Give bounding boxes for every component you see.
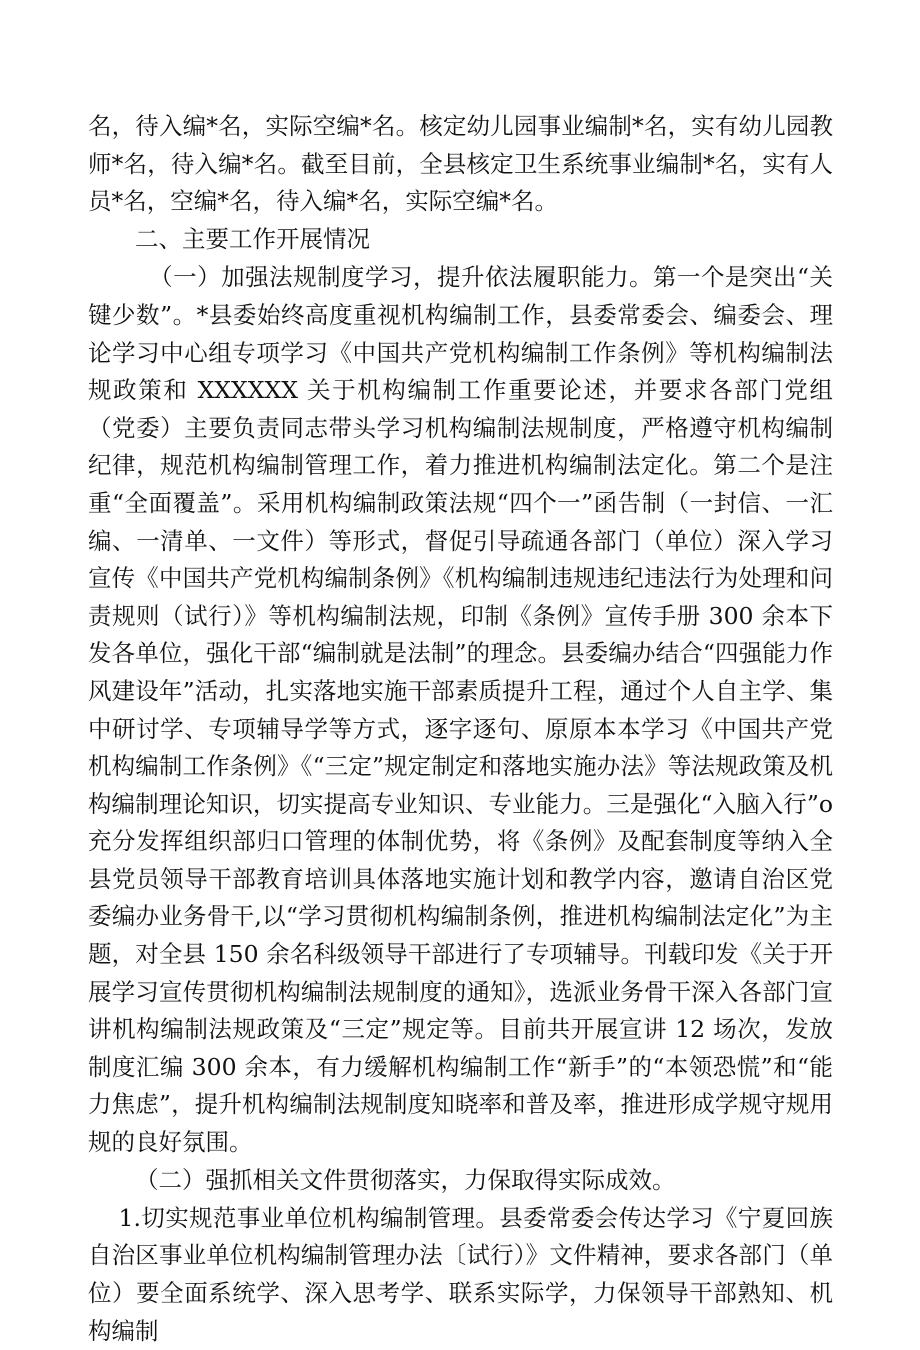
paragraph-subheading-implementation: （二）强抓相关文件贯彻落实，力保取得实际成效。 [135, 1166, 676, 1195]
document-body [88, 108, 833, 1350]
paragraph-institution-management: 1.切实规范事业单位机构编制管理。县委常委会传达学习《宁夏回族自治区事业单位机构编制管理办法〔试行）》文件精神，要求各部门（单位）要全面系统学、深入思考学、联系实际学，力保领导干部熟知、机构编制 [88, 1203, 833, 1345]
paragraph-continuation: 名，待入编*名，实际空编*名。核定幼儿园事业编制*名，实有幼儿园教师*名，待入编*名。截至目前，全县核定卫生系统事业编制*名，实有人员*名，空编*名，待入编*名，实际空编*名。 [88, 112, 833, 216]
paragraph-legal-study: （一）加强法规制度学习，提升依法履职能力。第一个是突出“关键少数”。*县委始终高度重视机构编制工作，县委常委会、编委会、理论学习中心组专项学习《中国共产党机构编制工作条例》等机构编制法规政策和 XXXXXX 关于机构编制工作重要论述，并要求各部门党组（党委）主要负责同志带头学习机构编制法规制度，严格遵守机构编制纪律，规范机构编制管理工作，着力推进机构编制法定化。第二个是注重“全面覆盖”。采用机构编制政策法规“四个一”函告制（一封信、一汇编、一清单、一文件）等形式，督促引导疏通各部门（单位）深入学习宣传《中国共产党机构编制条例》《机构编制违规违纪违法行为处理和问责规则（试行）》等机构编制法规，印制《条例》宣传手册 300 余本下发各单位，强化干部“编制就是法制”的理念。县委编办结合“四强能力作风建设年”活动，扎实落地实施干部素质提升工程，通过个人自主学、集中研讨学、专项辅导学等方式，逐字逐句、原原本本学习《中国共产党机构编制工作条例》《“三定”规定制定和落地实施办法》等法规政策及机构编制理论知识，切实提高专业知识、专业能力。三是强化“入脑入行”o 充分发挥组织部归口管理的体制优势，将《条例》及配套制度等纳入全县党员领导干部教育培训具体落地实施计划和教学内容，邀请自治区党委编办业务骨干,以“学习贯彻机构编制条例，推进机构编制法定化”为主题，对全县 150 余名科级领导干部进行了专项辅导。刊载印发《关于开展学习宣传贯彻机构编制法规制度的通知》，选派业务骨干深入各部门宣讲机构编制法规政策及“三定”规定等。目前共开展宣讲 12 场次，发放制度汇编 300 余本，有力缓解机构编制工作“新手”的“本领恐慌”和“能力焦虑”，提升机构编制法规制度知晓率和普及率，推进形成学规守规用规的良好氛围。 [88, 263, 833, 1157]
section-heading: 二、主要工作开展情况 [135, 225, 370, 254]
